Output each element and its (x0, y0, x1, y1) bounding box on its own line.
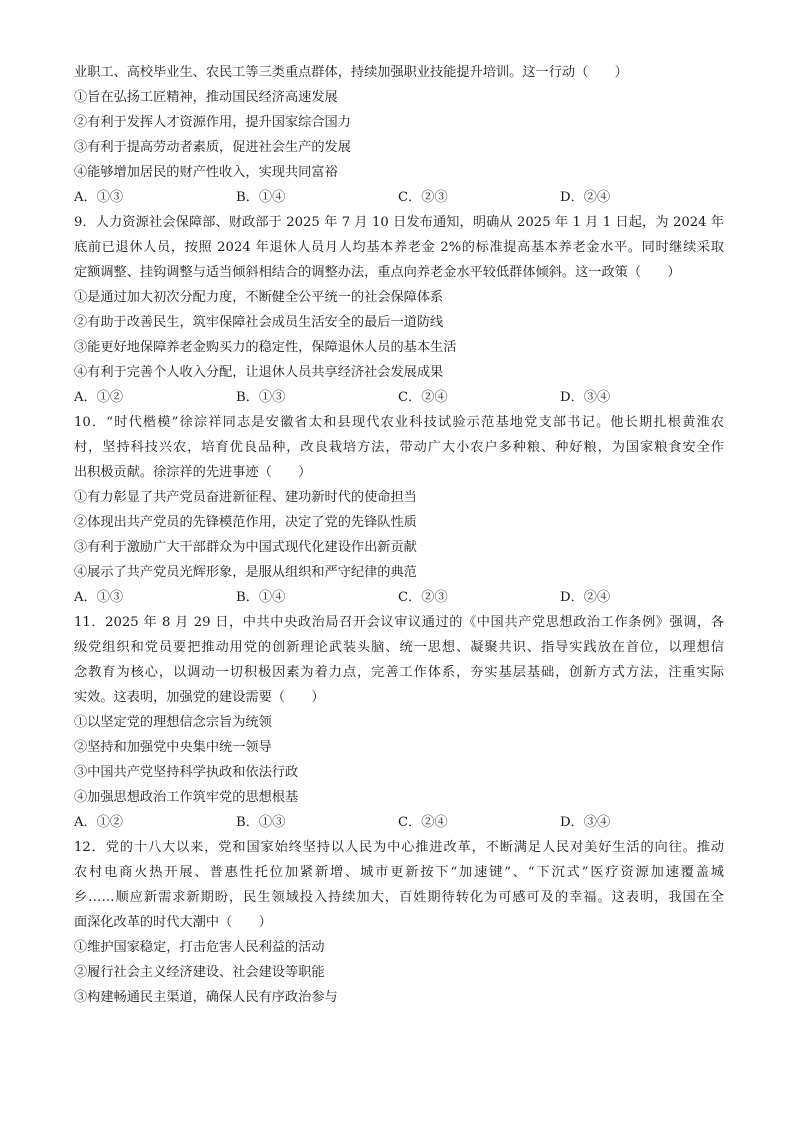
question-stem-line: 念教育为核心，以调动一切积极因素为着力点，完善工作体系，夯实基层基础，创新方式方法，注重实际 (74, 665, 724, 680)
option-4: ④有利于完善个人收入分配，让退休人员共享经济社会发展成果 (74, 365, 444, 380)
question-10 (74, 410, 724, 610)
answer-d: D．②④ (560, 590, 611, 605)
option-2: ②有利于发挥人才资源作用，提升国家综合国力 (74, 115, 351, 130)
answer-choices (74, 385, 724, 410)
question-stem-line: 12．党的十八大以来，党和国家始终坚持以人民为中心推进改革，不断满足人民对美好生活的向往。推动 (74, 840, 724, 855)
option-2: ②有助于改善民生，筑牢保障社会成员生活安全的最后一道防线 (74, 315, 444, 330)
answer-c: C．②④ (398, 815, 448, 830)
answer-c: C．②④ (398, 390, 448, 405)
question-stem-line: 9．人力资源社会保障部、财政部于 2025 年 7 月 10 日发布通知，明确从 2025 年 1 月 1 日起，为 2024 年 (74, 215, 724, 230)
answer-b: B．①④ (236, 590, 286, 605)
question-stem-line: 定额调整、挂钩调整与适当倾斜相结合的调整办法，重点向养老金水平较低群体倾斜。这一政策（ ） (74, 265, 681, 280)
question-stem-line: 农村电商火热开展、普惠性托位加紧新增、城市更新按下“加速键”、“下沉式”医疗资源加速覆盖城 (74, 865, 724, 880)
question-stem-line: 面深化改革的时代大潮中（ ） (74, 915, 272, 930)
answer-a: A．①③ (74, 190, 124, 205)
question-stem-line: 实效。这表明，加强党的建设需要（ ） (74, 690, 325, 705)
option-3: ③有利于提高劳动者素质，促进社会生产的发展 (74, 140, 351, 155)
option-3: ③构建畅通民主渠道，确保人民有序政治参与 (74, 990, 338, 1005)
question-stem-line: 乡……顺应新需求新期盼，民生领域投入持续加大，百姓期待转化为可感可及的幸福。这表明，我国在全 (74, 890, 724, 905)
option-4: ④展示了共产党员光辉形象，是服从组织和严守纪律的典范 (74, 565, 417, 580)
answer-a: A．①② (74, 815, 124, 830)
option-2: ②坚持和加强党中央集中统一领导 (74, 740, 272, 755)
answer-b: B．①③ (236, 390, 286, 405)
option-1: ①是通过加大初次分配力度，不断健全公平统一的社会保障体系 (74, 290, 444, 305)
option-1: ①旨在弘扬工匠精神，推动国民经济高速发展 (74, 90, 338, 105)
question-stem-line: 11．2025 年 8 月 29 日，中共中央政治局召开会议审议通过的《中国共产党思想政治工作条例》强调，各 (74, 615, 724, 630)
option-4: ④能够增加居民的财产性收入，实现共同富裕 (74, 165, 338, 180)
option-3: ③有利于激励广大干部群众为中国式现代化建设作出新贡献 (74, 540, 417, 555)
answer-a: A．①③ (74, 590, 124, 605)
option-1: ①维护国家稳定，打击危害人民利益的活动 (74, 940, 325, 955)
option-1: ①以坚定党的理想信念宗旨为统领 (74, 715, 272, 730)
question-8 (74, 60, 724, 210)
question-stem-line: 村，坚持科技兴农，培育优良品种，改良栽培方法，带动广大小农户多种粮、种好粮，为国家粮食安全作 (74, 440, 724, 455)
answer-d: D．②④ (560, 190, 611, 205)
question-stem-line: 出积极贡献。徐淙祥的先进事迹（ ） (74, 465, 312, 480)
option-2: ②体现出共产党员的先锋模范作用，决定了党的先锋队性质 (74, 515, 417, 530)
answer-choices (74, 810, 724, 835)
option-3: ③中国共产党坚持科学执政和依法行政 (74, 765, 299, 780)
question-9 (74, 210, 724, 410)
question-stem-line: 10．“时代楷模”徐淙祥同志是安徽省太和县现代农业科技试验示范基地党支部书记。他长期扎根黄淮农 (74, 415, 724, 430)
option-1: ①有力彰显了共产党员奋进新征程、建功新时代的使命担当 (74, 490, 417, 505)
answer-d: D．③④ (560, 390, 611, 405)
answer-choices (74, 185, 724, 210)
answer-b: B．①③ (236, 815, 286, 830)
answer-c: C．②③ (398, 190, 448, 205)
question-12 (74, 835, 724, 1010)
answer-choices (74, 585, 724, 610)
question-stem-line: 级党组织和党员要把推动用党的创新理论武装头脑、统一思想、凝聚共识、指导实践放在首位，以理想信 (74, 640, 724, 655)
question-stem-line: 业职工、高校毕业生、农民工等三类重点群体，持续加强职业技能提升培训。这一行动（ ） (74, 65, 628, 80)
option-2: ②履行社会主义经济建设、社会建设等职能 (74, 965, 325, 980)
exam-page (74, 60, 724, 1010)
answer-b: B．①④ (236, 190, 286, 205)
question-stem-line: 底前已退休人员，按照 2024 年退休人员月人均基本养老金 2%的标准提高基本养老金水平。同时继续采取 (74, 240, 724, 255)
option-3: ③能更好地保障养老金购买力的稳定性，保障退休人员的基本生活 (74, 340, 457, 355)
question-11 (74, 610, 724, 835)
option-4: ④加强思想政治工作筑牢党的思想根基 (74, 790, 299, 805)
answer-d: D．③④ (560, 815, 611, 830)
answer-a: A．①② (74, 390, 124, 405)
answer-c: C．②③ (398, 590, 448, 605)
